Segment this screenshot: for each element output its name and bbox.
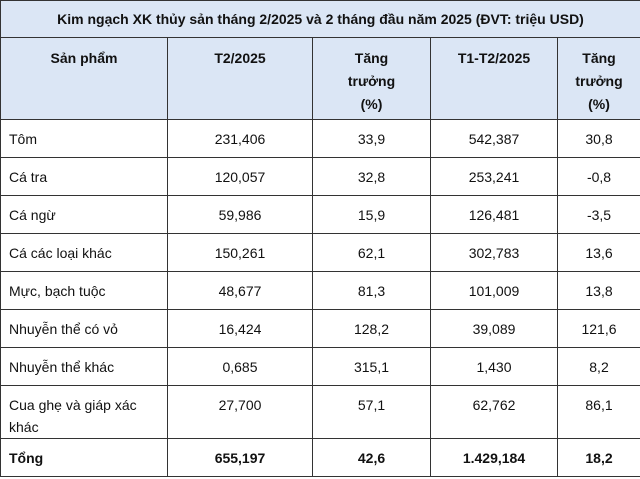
cell-t1-t2: 126,481: [431, 196, 558, 234]
cell-growth-t1-t2: 13,8: [558, 272, 640, 310]
cell-growth-t2: 62,1: [313, 234, 431, 272]
cell-t1-t2: 101,009: [431, 272, 558, 310]
cell-growth-t1-t2: 13,6: [558, 234, 640, 272]
cell-growth-t1-t2: -3,5: [558, 196, 640, 234]
cell-product: Nhuyễn thể có vỏ: [1, 310, 168, 348]
cell-product: Cá các loại khác: [1, 234, 168, 272]
header-product: Sản phẩm: [1, 38, 168, 120]
cell-product: Mực, bạch tuộc: [1, 272, 168, 310]
table-row: [1, 348, 640, 386]
cell-t2: 231,406: [168, 120, 313, 158]
total-growth-t1-t2: 18,2: [558, 439, 640, 477]
cell-growth-t2: 315,1: [313, 348, 431, 386]
cell-product: Cá ngừ: [1, 196, 168, 234]
header-growth-t1-t2: Tăng trưởng (%): [558, 38, 640, 120]
cell-growth-t2: 128,2: [313, 310, 431, 348]
cell-t1-t2: 39,089: [431, 310, 558, 348]
cell-product: Cua ghẹ và giáp xác khác: [1, 386, 168, 439]
cell-t2: 48,677: [168, 272, 313, 310]
cell-growth-t2: 81,3: [313, 272, 431, 310]
cell-t1-t2: 302,783: [431, 234, 558, 272]
table-row: [1, 386, 640, 439]
total-row: [1, 439, 640, 477]
header-t1-t2: T1-T2/2025: [431, 38, 558, 120]
cell-growth-t1-t2: -0,8: [558, 158, 640, 196]
header-row: [1, 38, 640, 120]
cell-growth-t1-t2: 86,1: [558, 386, 640, 439]
cell-growth-t1-t2: 8,2: [558, 348, 640, 386]
cell-t1-t2: 253,241: [431, 158, 558, 196]
cell-product: Tôm: [1, 120, 168, 158]
cell-growth-t1-t2: 121,6: [558, 310, 640, 348]
cell-growth-t2: 32,8: [313, 158, 431, 196]
cell-growth-t1-t2: 30,8: [558, 120, 640, 158]
total-label: Tổng: [1, 439, 168, 477]
cell-growth-t2: 57,1: [313, 386, 431, 439]
cell-t2: 27,700: [168, 386, 313, 439]
total-t1-t2: 1.429,184: [431, 439, 558, 477]
cell-t2: 0,685: [168, 348, 313, 386]
cell-product: Nhuyễn thể khác: [1, 348, 168, 386]
header-growth-t2: Tăng trưởng (%): [313, 38, 431, 120]
cell-t1-t2: 62,762: [431, 386, 558, 439]
header-t2: T2/2025: [168, 38, 313, 120]
table-row: [1, 272, 640, 310]
total-growth-t2: 42,6: [313, 439, 431, 477]
cell-t2: 16,424: [168, 310, 313, 348]
total-t2: 655,197: [168, 439, 313, 477]
cell-growth-t2: 15,9: [313, 196, 431, 234]
title-row: [1, 1, 640, 38]
cell-t2: 150,261: [168, 234, 313, 272]
table-row: [1, 120, 640, 158]
cell-product: Cá tra: [1, 158, 168, 196]
table-row: [1, 196, 640, 234]
cell-t1-t2: 542,387: [431, 120, 558, 158]
table-row: [1, 234, 640, 272]
cell-t2: 59,986: [168, 196, 313, 234]
table-row: [1, 158, 640, 196]
cell-t2: 120,057: [168, 158, 313, 196]
table-title: Kim ngạch XK thủy sản tháng 2/2025 và 2 tháng đầu năm 2025 (ĐVT: triệu USD): [1, 1, 640, 38]
cell-growth-t2: 33,9: [313, 120, 431, 158]
cell-t1-t2: 1,430: [431, 348, 558, 386]
table-row: [1, 310, 640, 348]
